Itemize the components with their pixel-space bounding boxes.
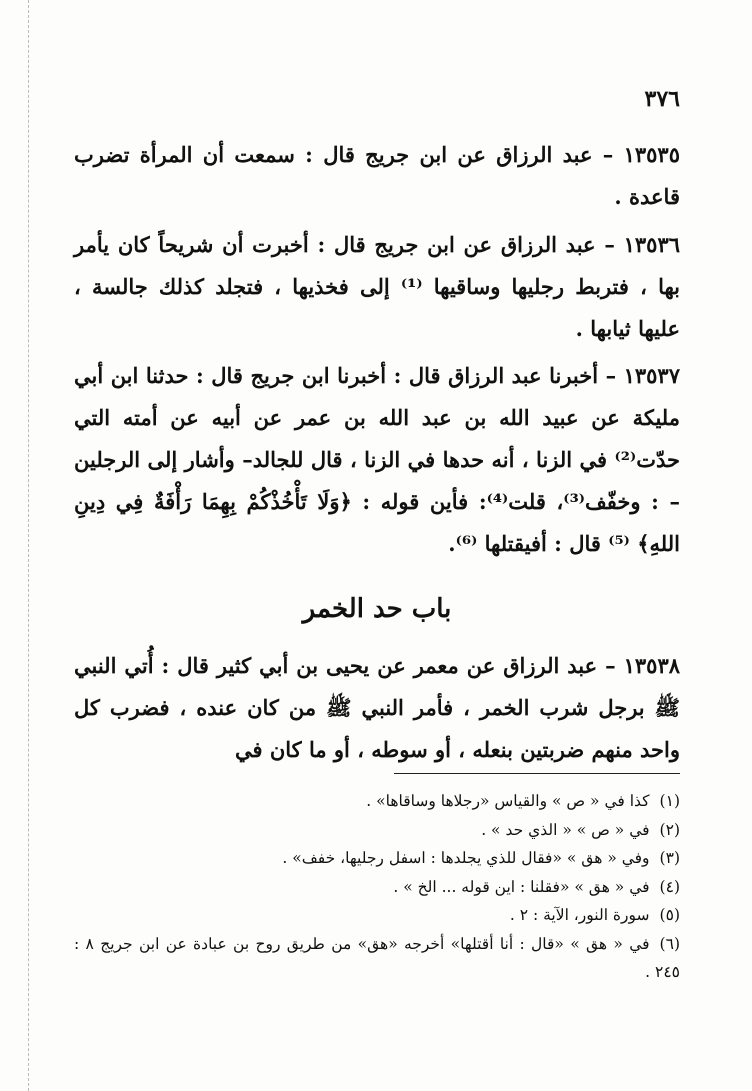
footnote xyxy=(74,787,680,816)
footnotes xyxy=(74,787,680,987)
footnote-divider xyxy=(394,773,680,774)
footnote xyxy=(74,816,680,845)
footnote-number: (٢) xyxy=(659,820,680,839)
hadith-13536 xyxy=(74,224,680,350)
footnote xyxy=(74,873,680,902)
hadith-number: ١٣٥٣٦ xyxy=(623,232,681,257)
page-number: ٣٧٦ xyxy=(644,86,680,112)
footnote-text: سورة النور، الآية : ٢ . xyxy=(509,906,650,924)
hadith-13538 xyxy=(74,645,680,771)
footnote-text: في « هق » «قال : أنا أقتلها» أخرجه «هق» من طريق روح بن عبادة عن ابن جريج ٨ : ٢٤٥ . xyxy=(74,934,680,981)
section-title: باب حد الخمر xyxy=(302,594,452,624)
hadith-number: ١٣٥٣٧ xyxy=(623,363,680,388)
hadith-13537 xyxy=(74,355,680,565)
footnote-text: وفي « هق » «فقال للذي يجلدها : اسفل رجليها، خفف» . xyxy=(282,849,650,867)
hadith-text: – أخبرنا عبد الرزاق قال : أخبرنا ابن جريج قال : حدثنا ابن أبي مليكة عن عبيد الله بن عبد الله بن عمر عن أبيه عن أمته التي حدّت⁽²⁾ في الزنا ، أنه حدها في الزنا ، قال للجالد– وأشار إلى الرجلين – : وخفّف⁽³⁾، قلت⁽⁴⁾: فأين قوله : ﴿وَلَا تَأْخُذْكُمْ بِهِمَا رَأْفَةٌ فِي دِينِ اللهِ﴾ ⁽⁵⁾ قال : أفيقتلها ⁽⁶⁾. xyxy=(74,363,680,556)
footnote-number: (١) xyxy=(659,792,680,810)
footnote-text: كذا في « ص » والقياس «رجلاها وساقاها» . xyxy=(366,792,650,810)
book-page xyxy=(74,0,680,1091)
page-edge-line xyxy=(28,0,29,1091)
hadith-number: ١٣٥٣٨ xyxy=(623,653,681,678)
hadith-number: ١٣٥٣٥ xyxy=(623,142,680,167)
footnote-number: (٥) xyxy=(659,906,680,924)
hadith-text: – عبد الرزاق عن معمر عن يحيى بن أبي كثير قال : أُتي النبي ﷺ برجل شرب الخمر ، فأمر النبي ﷺ من كان عنده ، فضرب كل واحد منهم ضربتين بنعله ، أو سوطه ، أو ما كان في xyxy=(74,653,680,762)
footnote xyxy=(74,901,680,930)
footnote-text: في « ص » « الذي حد » . xyxy=(481,820,650,839)
footnote-number: (٣) xyxy=(659,849,680,867)
footnote xyxy=(74,844,680,873)
footnote xyxy=(74,930,680,987)
footnote-number: (٦) xyxy=(659,934,680,953)
hadith-text: – عبد الرزاق عن ابن جريج قال : أخبرت أن شريحاً كان يأمر بها ، فتربط رجليها وساقيها ⁽¹⁾ إلى فخذيها ، فتجلد كذلك جالسة ، عليها ثيابها . xyxy=(74,232,680,341)
footnote-text: في « هق » «فقلنا : اين قوله ... الخ » . xyxy=(393,877,650,896)
hadith-13535 xyxy=(74,134,680,218)
footnote-number: (٤) xyxy=(659,877,680,896)
hadith-text: – عبد الرزاق عن ابن جريج قال : سمعت أن المرأة تضرب قاعدة . xyxy=(74,142,680,209)
